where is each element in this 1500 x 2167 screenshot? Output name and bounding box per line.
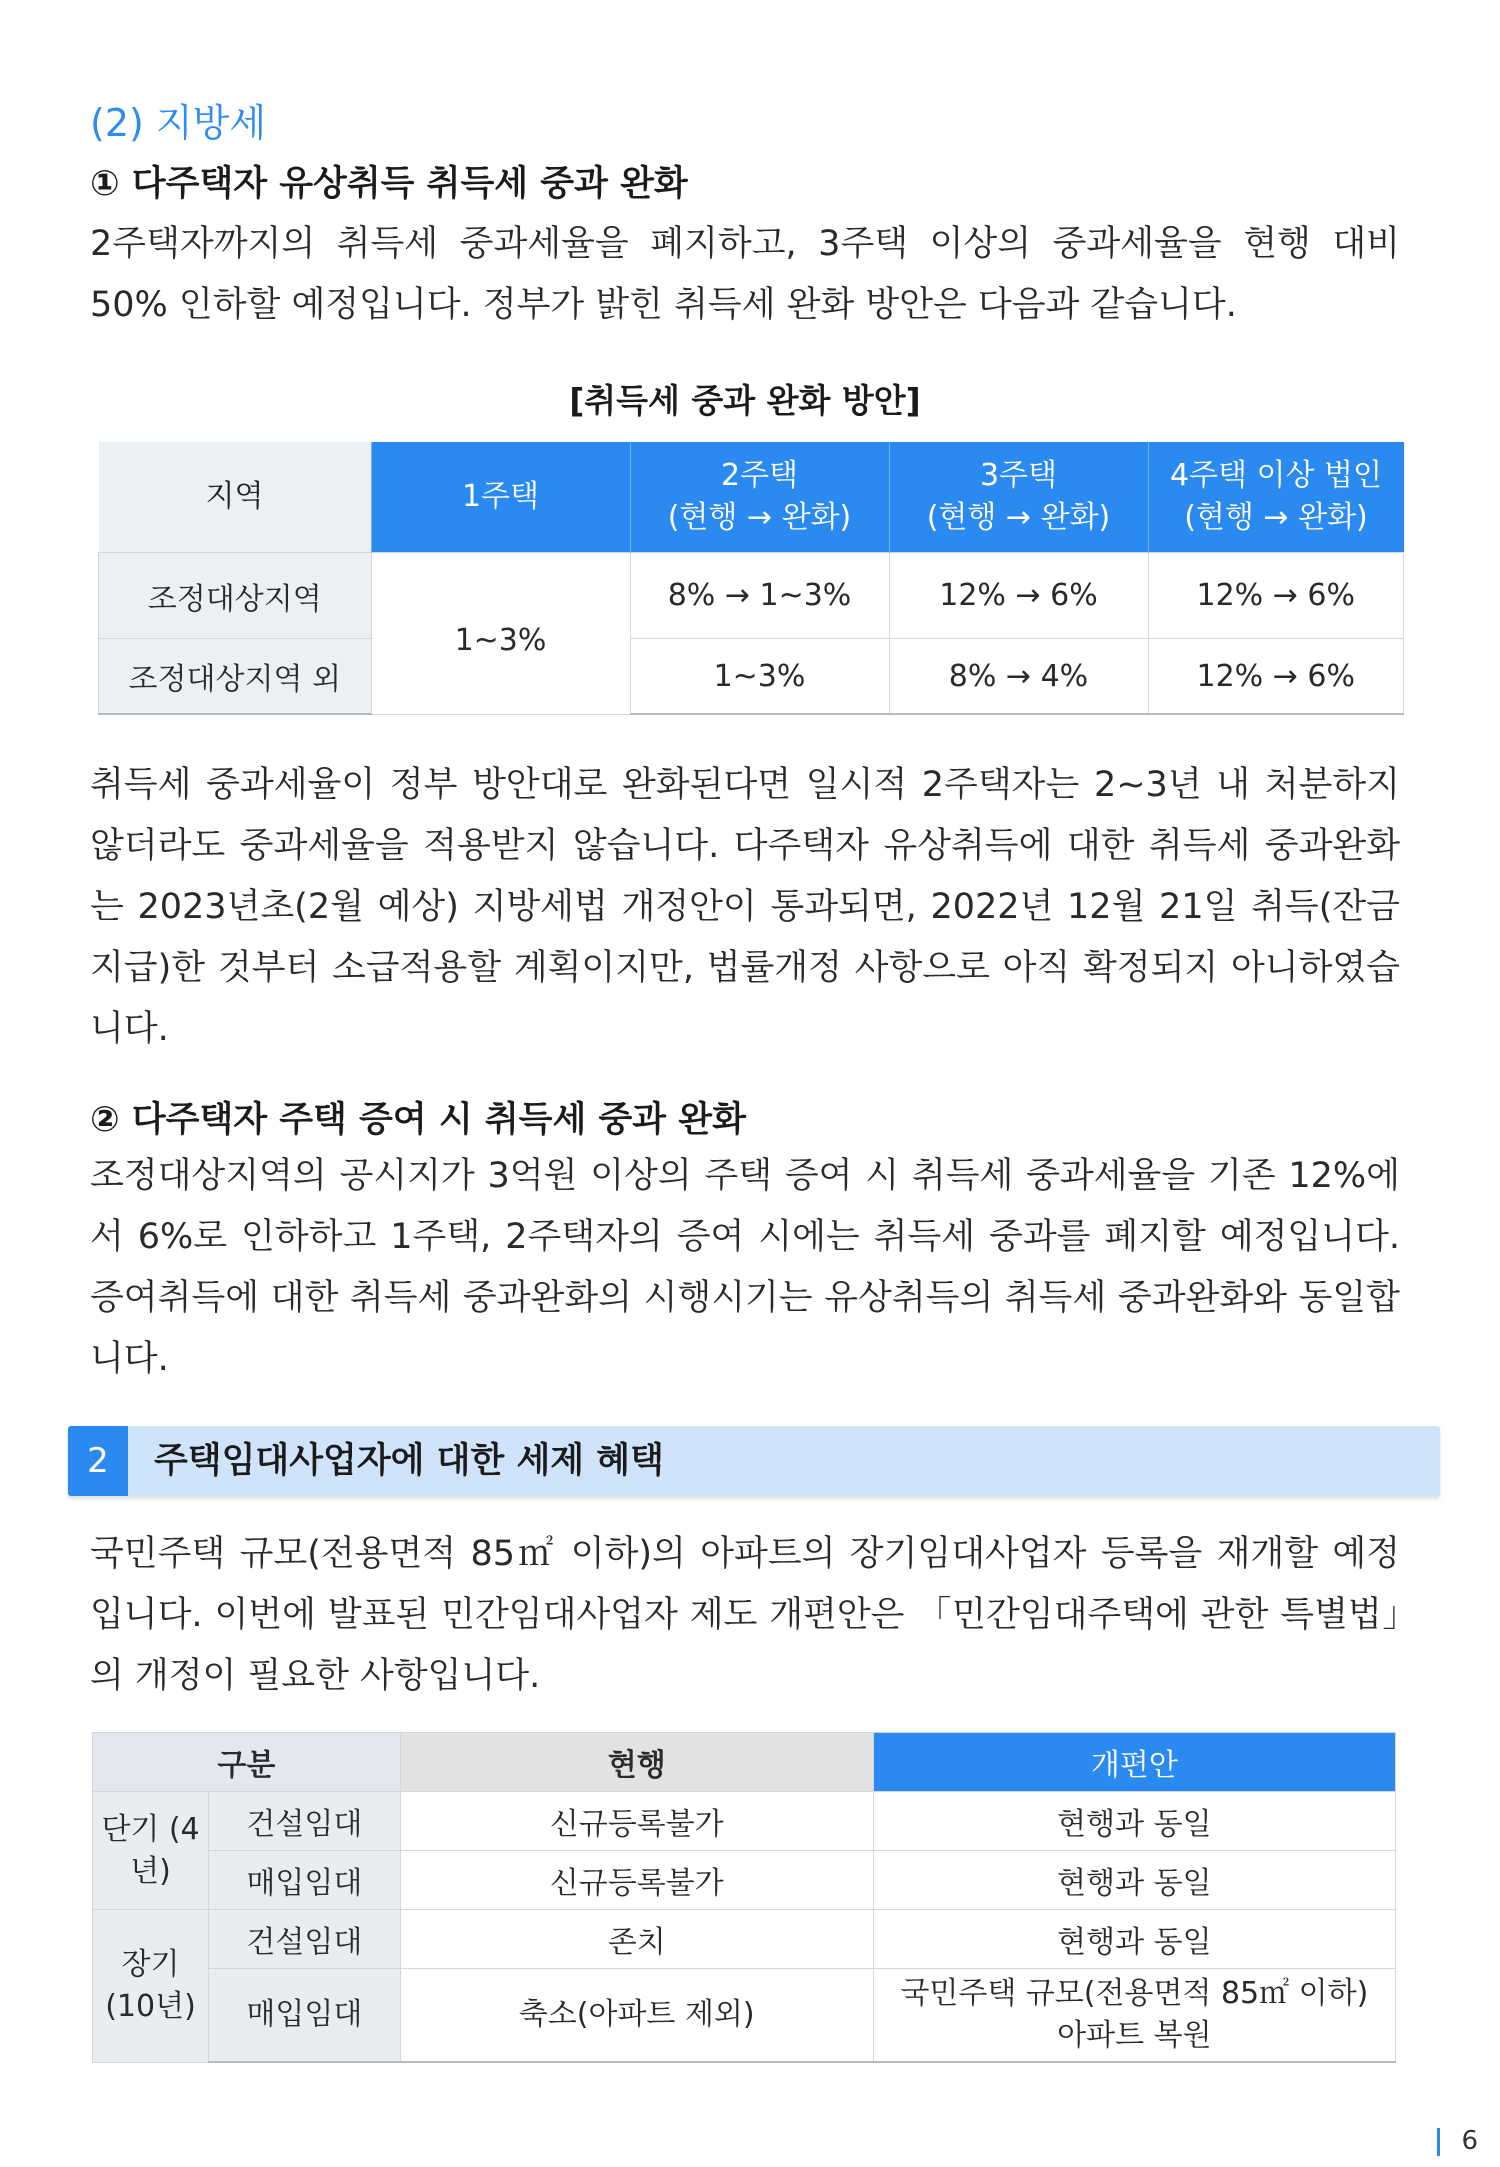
two-house-rate: 1~3%: [630, 639, 889, 715]
acquisition-tax-table: [98, 442, 1404, 715]
header-three-house-title: 3주택: [979, 458, 1058, 493]
header-one-house: 1주택: [371, 442, 630, 553]
header-new: 개편안: [873, 1733, 1395, 1792]
header-four-house-note: (현행 → 완화): [1184, 500, 1368, 535]
header-two-house: [630, 442, 889, 553]
rental-business-table: [92, 1732, 1396, 2063]
item1-body: 2주택자까지의 취득세 중과세율을 폐지하고, 3주택 이상의 중과세율을 현행 대비 50% 인하할 예정입니다. 정부가 밝힌 취득세 완화 방안은 다음과 같습니다.: [90, 224, 1400, 325]
page-number: 6: [1461, 2126, 1478, 2156]
section2-body: 국민주택 규모(전용면적 85㎡ 이하)의 아파트의 장기임대사업자 등록을 재개할 예정입니다. 이번에 발표된 민간임대사업자 제도 개편안은 「민간임대주택에 관한 특별법」의 개정이 필요한 사항입니다.: [90, 1534, 1400, 1696]
three-house-rate: 8% → 4%: [889, 639, 1148, 715]
table-header-row: [93, 1733, 1396, 1792]
current-rule: 축소(아파트 제외): [400, 1969, 873, 2063]
rental-type: 매입임대: [209, 1851, 401, 1910]
header-three-house: [889, 442, 1148, 553]
two-house-rate: 8% → 1~3%: [630, 553, 889, 639]
rental-type: 건설임대: [209, 1792, 401, 1851]
header-gubun: 구분: [93, 1733, 401, 1792]
new-rule: 국민주택 규모(전용면적 85㎡ 이하) 아파트 복원: [873, 1969, 1395, 2063]
item1-after-body: 취득세 중과세율이 정부 방안대로 완화된다면 일시적 2주택자는 2~3년 내 처분하지 않더라도 중과세율을 적용받지 않습니다. 다주택자 유상취득에 대한 취득세 중과완화는 2023년초(2월 예상) 지방세법 개정안이 통과되면, 2022년 12월 21일 취득(잔금지급)한 것부터 소급적용할 계획이지만, 법률개정 사항으로 아직 확정되지 아니하였습니다.: [90, 765, 1400, 1049]
four-house-rate: 12% → 6%: [1148, 639, 1404, 715]
new-rule: 현행과 동일: [873, 1792, 1395, 1851]
header-two-house-title: 2주택: [720, 458, 799, 493]
section2-title: 주택임대사업자에 대한 세제 혜택: [154, 1441, 664, 1481]
header-four-house-title: 4주택 이상 법인: [1169, 458, 1383, 493]
current-rule: 존치: [400, 1910, 873, 1969]
section2-number: 2: [68, 1426, 128, 1496]
new-rule: 현행과 동일: [873, 1910, 1395, 1969]
section2-header-bar: [68, 1426, 1440, 1496]
header-three-house-note: (현행 → 완화): [926, 500, 1111, 535]
section-local-tax-heading: (2) 지방세: [90, 101, 267, 145]
table-row: [99, 639, 1404, 715]
row-region: 조정대상지역 외: [99, 639, 372, 715]
page-number-divider: [1437, 2128, 1440, 2156]
header-two-house-note: (현행 → 완화): [667, 500, 852, 535]
current-rule: 신규등록불가: [400, 1792, 873, 1851]
table-row: [99, 553, 1404, 639]
table-row: [93, 1910, 1396, 1969]
group-long-term: 장기 (10년): [93, 1910, 209, 2063]
current-rule: 신규등록불가: [400, 1851, 873, 1910]
rental-type: 건설임대: [209, 1910, 401, 1969]
table-header-row: [99, 442, 1404, 553]
one-house-rate: 1~3%: [371, 553, 630, 715]
table-row: [93, 1851, 1396, 1910]
three-house-rate: 12% → 6%: [889, 553, 1148, 639]
table-row: [93, 1969, 1396, 2063]
header-current: 현행: [400, 1733, 873, 1792]
new-rule: 현행과 동일: [873, 1851, 1395, 1910]
header-region: 지역: [99, 442, 372, 553]
table-row: [93, 1792, 1396, 1851]
row-region: 조정대상지역: [99, 553, 372, 639]
item2-body: 조정대상지역의 공시지가 3억원 이상의 주택 증여 시 취득세 중과세율을 기존 12%에서 6%로 인하하고 1주택, 2주택자의 증여 시에는 취득세 중과를 폐지할 예정입니다. 증여취득에 대한 취득세 중과완화의 시행시기는 유상취득의 취득세 중과완화와 동일합니다.: [90, 1156, 1400, 1379]
item2-title: ② 다주택자 주택 증여 시 취득세 중과 완화: [90, 1100, 746, 1140]
header-four-house-corp: [1148, 442, 1404, 553]
rental-type: 매입임대: [209, 1969, 401, 2063]
group-short-term: 단기 (4년): [93, 1792, 209, 1910]
table1-caption: [취득세 중과 완화 방안]: [569, 381, 921, 420]
four-house-rate: 12% → 6%: [1148, 553, 1404, 639]
item1-title: ① 다주택자 유상취득 취득세 중과 완화: [90, 164, 688, 204]
